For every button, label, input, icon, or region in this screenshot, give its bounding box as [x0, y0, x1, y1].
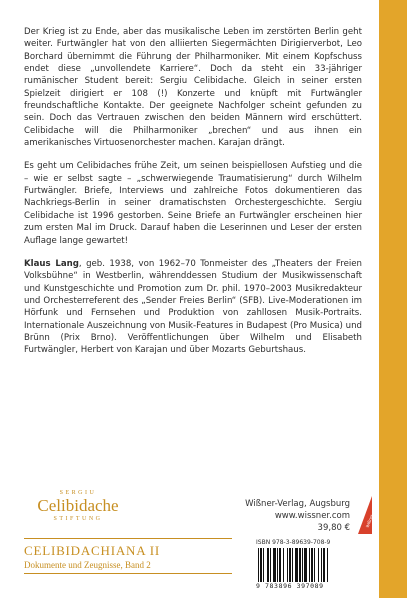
author-name: Klaus Lang	[24, 258, 79, 269]
spine-gold-strip	[379, 0, 407, 598]
publisher-info	[210, 498, 350, 534]
publisher-website: www.wissner.com	[274, 511, 350, 521]
barcode-bar	[277, 548, 278, 582]
author-bio	[24, 258, 362, 357]
barcode-bar	[292, 548, 293, 582]
isbn-barcode-area	[256, 539, 378, 590]
barcode-bar	[299, 548, 301, 582]
barcode-icon	[256, 548, 368, 582]
series-title-box	[24, 538, 232, 574]
blurb-paragraph-2: Es geht um Celibidaches frühe Zeit, um seinen beispiellosen Aufstieg und die – wie er selbst sagte – „schwerwiegende Traumatisierung“ durch Wilhelm Furtwängler. Briefe, Interviews und zahlreiche Fotos dokumentieren das Nachkriegs-Berlin in seiner dramatischsten Orchestergeschichte. Sergiu Celibidache ist 1996 gestorben. Seine Briefe an Furtwängler erscheinen hier zum ersten Mal im Druck. Darauf haben die Leserinnen und Leser der ersten Auflage lange gewartet!	[24, 161, 362, 246]
barcode-bar	[283, 548, 284, 582]
publisher-logo-text: Wißner	[364, 513, 374, 529]
logo-bottom-text: STIFTUNG	[53, 516, 103, 522]
barcode-bar	[273, 548, 276, 582]
barcode-bar	[258, 548, 259, 582]
barcode-bar	[311, 548, 313, 582]
celibidache-foundation-logo	[24, 490, 132, 522]
barcode-bar	[263, 548, 264, 582]
barcode-bar	[287, 548, 288, 582]
barcode-bar	[260, 548, 262, 582]
barcode-bar	[304, 548, 307, 582]
series-title: CELIBIDACHIANA II	[24, 543, 161, 558]
logo-main-text: Celibidache	[37, 496, 119, 515]
publisher-logo-mark	[356, 494, 374, 536]
isbn-number: ISBN 978-3-89639-708-9	[256, 539, 331, 546]
barcode-bar	[323, 548, 325, 582]
barcode-bar	[309, 548, 310, 582]
barcode-bar	[289, 548, 291, 582]
publisher-name: Wißner-Verlag, Augsburg	[245, 499, 350, 509]
blurb-text	[24, 26, 362, 368]
barcode-bar	[270, 548, 271, 582]
barcode-bar	[295, 548, 298, 582]
logo-top-text: SERGIU	[59, 490, 97, 496]
barcode-bar	[327, 548, 328, 582]
author-bio-text: , geb. 1938, von 1962–70 Tonmeister des „Theaters der Freien Volksbühne“ in Westberlin, währenddessen Studium der Musikwissenschaft und Kunstgeschichte und Promotion zum Dr. phil. 1970–2003 Musikredakteur und Orchesterreferent des „Sender Freies Berlin“ (SFB). Live-Moderationen im Hörfunk und Fernsehen und Produktion von zahllosen Musik-Portraits. Internationale Auszeichnung von Musik-Features in Budapest (Pro Musica) und Brünn (Prix Brno). Veröffentlichungen über Wilhelm und Elisabeth Furtwängler, Herbert von Karajan und über Mozarts Geburtshaus.	[24, 258, 362, 356]
book-price: 39,80 €	[317, 523, 350, 533]
series-subtitle: Dokumente und Zeugnisse, Band 2	[24, 560, 151, 570]
barcode-bar	[318, 548, 319, 582]
barcode-digits: 9 783896 397089	[256, 582, 324, 590]
barcode-bar	[267, 548, 269, 582]
barcode-bar	[321, 548, 322, 582]
barcode-bar	[279, 548, 281, 582]
barcode-bar	[302, 548, 303, 582]
blurb-paragraph-1: Der Krieg ist zu Ende, aber das musikalische Leben im zerstörten Berlin geht weiter. Furtwängler hat von den alliierten Siegermächten Dirigierverbot, Leo Borchard übernimmt die Führung der Philharmoniker. Mit einem Kopfschuss endet diese „unvollendete Karriere“. Doch da steht ein 33-jähriger rumänischer Student bereit: Sergiu Celibidache. Gleich in seiner ersten Spielzeit dirigiert er 108 (!) Konzerte und knüpft mit Furtwängler freundschaftliche Kontakte. Der geeignete Nachfolger scheint gefunden zu sein. Doch das Vertrauen zwischen den beiden Männern wird erschüttert. Celibidache will die Philharmoniker „brechen“ und aus ihnen ein amerikanisches Virtuosenorchester machen. Karajan drängt.	[24, 27, 362, 149]
barcode-bar	[314, 548, 315, 582]
